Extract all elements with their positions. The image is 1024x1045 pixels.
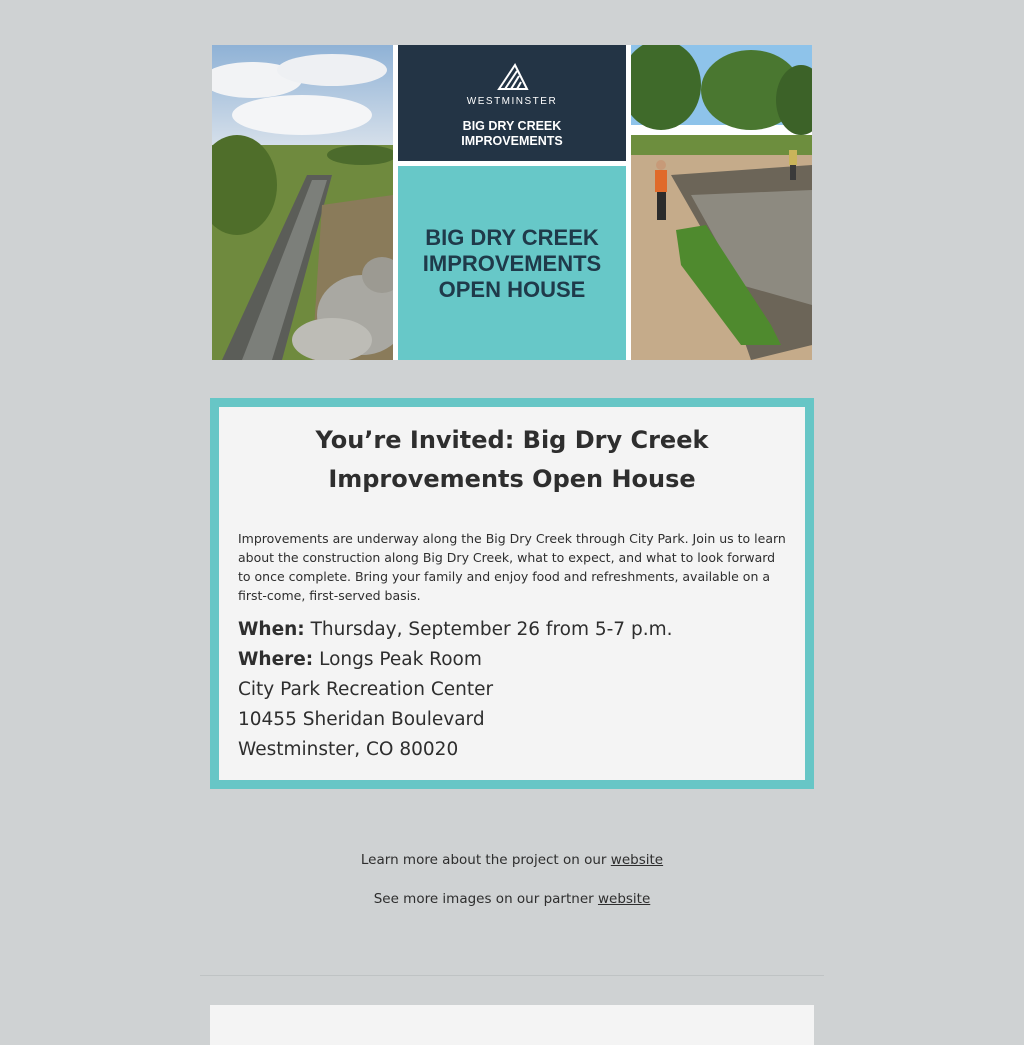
header-banner: [212, 45, 812, 360]
address-line-1: City Park Recreation Center: [238, 679, 494, 700]
creek-photo-right: [631, 45, 812, 360]
footer-card: [210, 1005, 814, 1045]
event-where: [238, 645, 786, 675]
westminster-logo-icon: [497, 62, 529, 90]
brand-title: BIG DRY CREEK IMPROVEMENTS: [461, 119, 563, 148]
where-label: Where:: [238, 649, 314, 670]
brand-panel: [398, 45, 626, 161]
invitation-card-content: [219, 407, 805, 780]
address-line-2: 10455 Sheridan Boulevard: [238, 709, 485, 730]
project-website-line: [210, 852, 814, 868]
banner-headline: BIG DRY CREEK IMPROVEMENTS OPEN HOUSE: [422, 225, 602, 302]
project-website-link[interactable]: website: [610, 852, 664, 868]
event-details: [238, 615, 786, 765]
project-website-text: Learn more about the project on our: [360, 852, 611, 868]
address-line-3: Westminster, CO 80020: [238, 739, 459, 760]
when-value: Thursday, September 26 from 5-7 p.m.: [304, 619, 673, 640]
footer-divider: [200, 975, 824, 976]
partner-website-line: [210, 891, 814, 907]
where-value: Longs Peak Room: [313, 649, 482, 670]
event-when: [238, 615, 786, 645]
invitation-title: You’re Invited: Big Dry Creek Improvements Open House: [315, 426, 709, 493]
creek-photo-left: [212, 45, 393, 360]
invitation-description: Improvements are underway along the Big Dry Creek through City Park. Join us to learn about the construction along Big Dry Creek, what to expect, and what to look forward to once complete. Bring your family and enjoy food and refreshments, available on a first-come, first-served basis.: [238, 531, 786, 603]
brand-name: WESTMINSTER: [466, 96, 558, 107]
partner-website-text: See more images on our partner: [373, 891, 598, 907]
when-label: When:: [238, 619, 305, 640]
invitation-card: [210, 398, 814, 789]
headline-panel: [398, 166, 626, 360]
partner-website-link[interactable]: website: [597, 891, 651, 907]
